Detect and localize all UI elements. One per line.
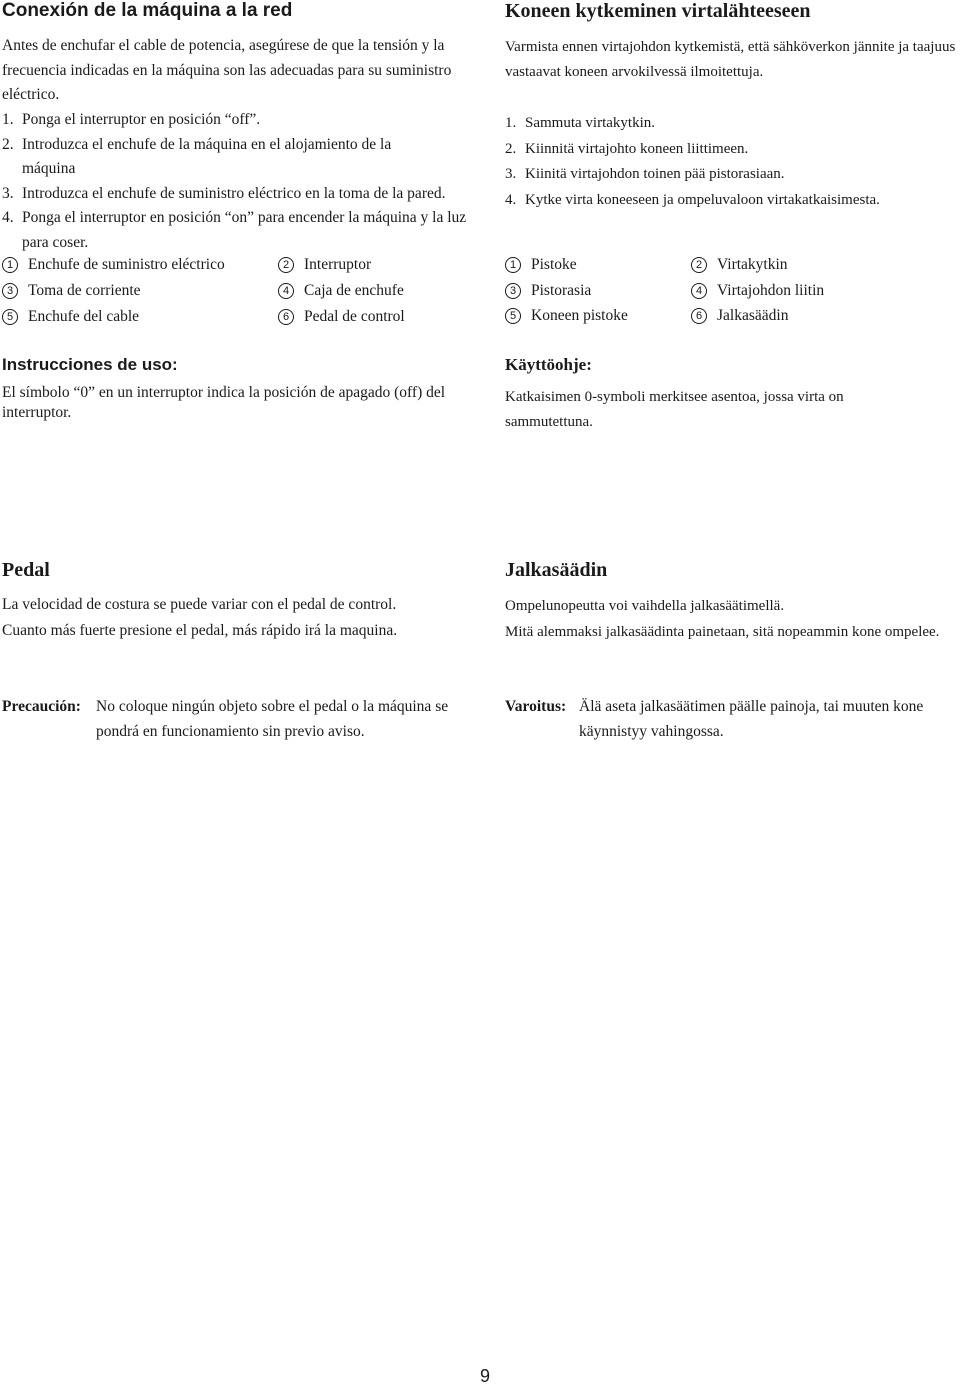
step-text: Kytke virta koneeseen ja ompeluvaloon virtakatkaisimesta. bbox=[525, 191, 880, 208]
parts-legend bbox=[2, 256, 462, 336]
page-number: 9 bbox=[480, 1366, 491, 1386]
legend-item bbox=[278, 308, 405, 326]
step-item bbox=[2, 206, 472, 255]
step-number: 1. bbox=[2, 111, 14, 128]
instructions-text: Katkaisimen 0-symboli merkitsee asentoa, jossa virta on sammutettuna. bbox=[505, 389, 844, 430]
legend-number: 4 bbox=[691, 283, 707, 299]
caution-label: Varoitus: bbox=[505, 698, 567, 715]
legend-item bbox=[691, 256, 788, 274]
caution-note bbox=[2, 694, 468, 744]
step-text: Sammuta virtakytkin. bbox=[525, 115, 655, 131]
step-item bbox=[2, 133, 472, 182]
legend-label: Interruptor bbox=[304, 256, 372, 273]
pedal-text-1: Ompelunopeutta voi vaihdella jalkasäätimellä. bbox=[505, 598, 785, 614]
legend-label: Pedal de control bbox=[304, 308, 405, 325]
connection-title: Koneen kytkeminen virtalähteeseen bbox=[505, 0, 811, 22]
legend-number: 1 bbox=[505, 257, 521, 273]
legend-label: Toma de corriente bbox=[28, 282, 141, 299]
pedal-text-2: Mitä alemmaksi jalkasäädinta painetaan, sitä nopeammin kone ompelee. bbox=[505, 624, 940, 640]
legend-label: Virtajohdon liitin bbox=[717, 282, 825, 299]
legend-number: 6 bbox=[691, 308, 707, 324]
parts-legend bbox=[505, 256, 955, 336]
legend-item bbox=[2, 256, 225, 274]
step-number: 4. bbox=[505, 191, 517, 208]
instructions-title: Käyttöohje: bbox=[505, 355, 592, 374]
legend-label: Pistoke bbox=[531, 256, 577, 273]
legend-number: 2 bbox=[278, 257, 294, 273]
step-text: Kiinitä virtajohdon toinen pää pistorasiaan. bbox=[525, 166, 785, 182]
instructions-title: Instrucciones de uso: bbox=[2, 355, 178, 374]
legend-number: 3 bbox=[505, 283, 521, 299]
step-text: Ponga el interruptor en posición “off”. bbox=[22, 111, 261, 128]
caution-note bbox=[505, 694, 957, 744]
legend-label: Jalkasäädin bbox=[717, 307, 789, 324]
legend-item bbox=[505, 282, 591, 300]
legend-item bbox=[505, 307, 628, 325]
step-text: Ponga el interruptor en posición “on” para encender la máquina y la luz para coser. bbox=[22, 209, 467, 251]
legend-label: Pistorasia bbox=[531, 282, 592, 299]
pedal-title: Jalkasäädin bbox=[505, 559, 608, 581]
instructions-text: El símbolo “0” en un interruptor indica la posición de apagado (off) del interruptor. bbox=[2, 384, 446, 421]
step-item bbox=[505, 162, 960, 188]
legend-item bbox=[505, 256, 577, 274]
caution-text: No coloque ningún objeto sobre el pedal o la máquina se pondrá en funcionamiento sin previo aviso. bbox=[96, 698, 449, 740]
connection-title: Conexión de la máquina a la red bbox=[2, 0, 293, 21]
step-number: 3. bbox=[2, 184, 14, 202]
step-number: 3. bbox=[505, 166, 517, 182]
legend-label: Virtakytkin bbox=[717, 256, 788, 273]
legend-item bbox=[691, 307, 788, 325]
legend-label: Enchufe del cable bbox=[28, 308, 140, 325]
step-number: 4. bbox=[2, 209, 14, 226]
step-number: 2. bbox=[2, 135, 14, 153]
step-number: 2. bbox=[505, 140, 517, 157]
legend-item bbox=[691, 282, 824, 300]
step-item bbox=[505, 111, 960, 137]
step-text: Introduzca el enchufe de suministro eléctrico en la toma de la pared. bbox=[22, 184, 446, 202]
legend-number: 2 bbox=[691, 257, 707, 273]
legend-number: 5 bbox=[505, 308, 521, 324]
connection-steps bbox=[2, 108, 472, 255]
legend-label: Caja de enchufe bbox=[304, 282, 404, 299]
step-item bbox=[2, 108, 472, 133]
connection-intro: Varmista ennen virtajohdon kytkemistä, että sähköverkon jännite ja taajuus vastaavat koneen arvokilvessä ilmoitettuja. bbox=[505, 39, 956, 80]
step-item bbox=[505, 137, 960, 163]
caution-text: Älä aseta jalkasäätimen päälle painoja, tai muuten kone käynnistyy vahingossa. bbox=[579, 698, 924, 740]
caution-label: Precaución: bbox=[2, 698, 81, 715]
pedal-title: Pedal bbox=[2, 559, 50, 581]
step-item bbox=[505, 188, 960, 214]
legend-number: 5 bbox=[2, 309, 18, 325]
legend-number: 1 bbox=[2, 257, 18, 273]
connection-steps bbox=[505, 111, 960, 213]
pedal-text-2: Cuanto más fuerte presione el pedal, más rápido irá la maquina. bbox=[2, 622, 398, 639]
step-number: 1. bbox=[505, 115, 517, 131]
connection-intro: Antes de enchufar el cable de potencia, asegúrese de que la tensión y la frecuencia indicadas en la máquina son las adecuadas para su suministro eléctrico. bbox=[2, 37, 452, 103]
legend-number: 4 bbox=[278, 283, 294, 299]
pedal-text-1: La velocidad de costura se puede variar con el pedal de control. bbox=[2, 596, 397, 613]
legend-item bbox=[2, 308, 139, 326]
legend-item bbox=[278, 256, 371, 274]
legend-label: Enchufe de suministro eléctrico bbox=[28, 256, 225, 273]
step-text: Introduzca el enchufe de la máquina en el alojamiento de la máquina bbox=[22, 135, 392, 177]
legend-item bbox=[278, 282, 404, 300]
legend-number: 3 bbox=[2, 283, 18, 299]
legend-number: 6 bbox=[278, 309, 294, 325]
legend-item bbox=[2, 282, 141, 300]
step-item bbox=[2, 182, 472, 207]
legend-label: Koneen pistoke bbox=[531, 307, 628, 324]
step-text: Kiinnitä virtajohto koneen liittimeen. bbox=[525, 140, 749, 157]
